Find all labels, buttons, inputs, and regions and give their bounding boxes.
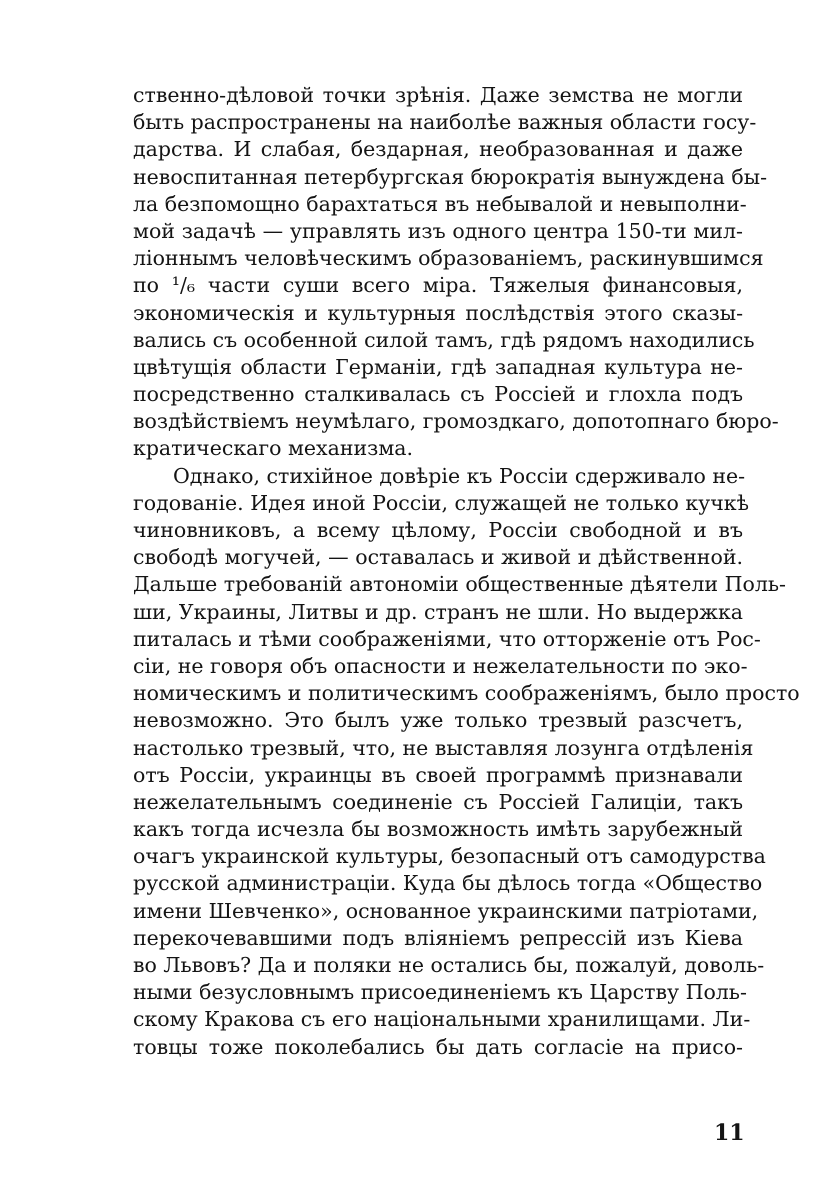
text-line: свободѣ могучей, — оставалась и живой и дѣйственной. (133, 545, 743, 570)
text-line: дарства. И слабая, бездарная, необразованная и даже (133, 137, 743, 162)
text-line: ственно-дѣловой точки зрѣнія. Даже земства не могли (133, 83, 743, 107)
text-line: по ¹/₆ части суши всего міра. Тяжелыя финансовыя, (133, 273, 743, 298)
text-line: перекочевавшими подъ вліяніемъ репрессій изъ Кіева (133, 925, 743, 950)
text-line: нежелательнымъ соединеніе съ Россіей Галиціи, такъ (133, 789, 743, 814)
text-line: быть распространены на наиболѣе важныя области госу- (133, 110, 757, 135)
text-line: Дальше требованій автономіи общественные дѣятели Поль- (133, 572, 786, 597)
text-line: посредственно сталкивалась съ Россіей и глохла подъ (133, 382, 743, 407)
text-line: сіи, не говоря объ опасности и нежелательности по эко- (133, 653, 748, 678)
text-line: питалась и тѣми соображеніями, что отторженіе отъ Рос- (133, 626, 761, 651)
text-line: товцы тоже поколебались бы дать согласіе на присо- (133, 1034, 743, 1059)
text-line: мой задачѣ — управлять изъ одного центра 150-ти мил- (133, 218, 743, 243)
text-line: годованіе. Идея иной Россіи, служащей не только кучкѣ (133, 490, 749, 515)
text-line: Однако, стихійное довѣріе къ Россіи сдерживало не- (173, 463, 746, 488)
page-number: 11 (714, 1120, 745, 1146)
body-text (133, 82, 800, 1061)
text-line: ными безусловнымъ присоединеніемъ къ Царству Поль- (133, 980, 747, 1005)
text-line: ши, Украины, Литвы и др. странъ не шли. Но выдержка (133, 599, 743, 624)
text-line: имени Шевченко», основанное украинскими патріотами, (133, 898, 759, 923)
paragraph-1 (133, 82, 779, 463)
text-line: воздѣйствіемъ неумѣлаго, громоздкаго, допотопнаго бюро- (133, 409, 779, 434)
paragraph-2 (133, 463, 800, 1061)
text-line: во Львовъ? Да и поляки не остались бы, пожалуй, доволь- (133, 953, 765, 977)
text-line: вались съ особенной силой тамъ, гдѣ рядомъ находились (133, 327, 755, 352)
text-line: какъ тогда исчезла бы возможность имѣть зарубежный (133, 817, 743, 842)
text-line: чиновниковъ, а всему цѣлому, Россіи свободной и въ (133, 518, 743, 542)
text-line: ліоннымъ человѣческимъ образованіемъ, раскинувшимся (133, 246, 764, 271)
text-line: ла безпомощно барахтаться въ небывалой и невыполни- (133, 191, 747, 216)
text-line: скому Кракова съ его національными хранилищами. Ли- (133, 1007, 751, 1032)
text-line: невозможно. Это былъ уже только трезвый разсчетъ, (133, 708, 743, 733)
text-line: отъ Россіи, украинцы въ своей программѣ признавали (133, 762, 743, 787)
text-line: настолько трезвый, что, не выставляя лозунга отдѣленія (133, 735, 754, 760)
text-line: невоспитанная петербургская бюрократія вынуждена бы- (133, 164, 768, 189)
text-line: номическимъ и политическимъ соображеніямъ, было просто (133, 681, 800, 706)
text-line: кратическаго механизма. (133, 436, 414, 461)
text-line: очагъ украинской культуры, безопасный отъ самодурства (133, 844, 766, 869)
text-line: цвѣтущія области Германіи, гдѣ западная культура не- (133, 354, 743, 379)
text-line: русской администраціи. Куда бы дѣлось тогда «Общество (133, 871, 763, 896)
text-line: экономическія и культурныя послѣдствія этого сказы- (133, 300, 743, 325)
